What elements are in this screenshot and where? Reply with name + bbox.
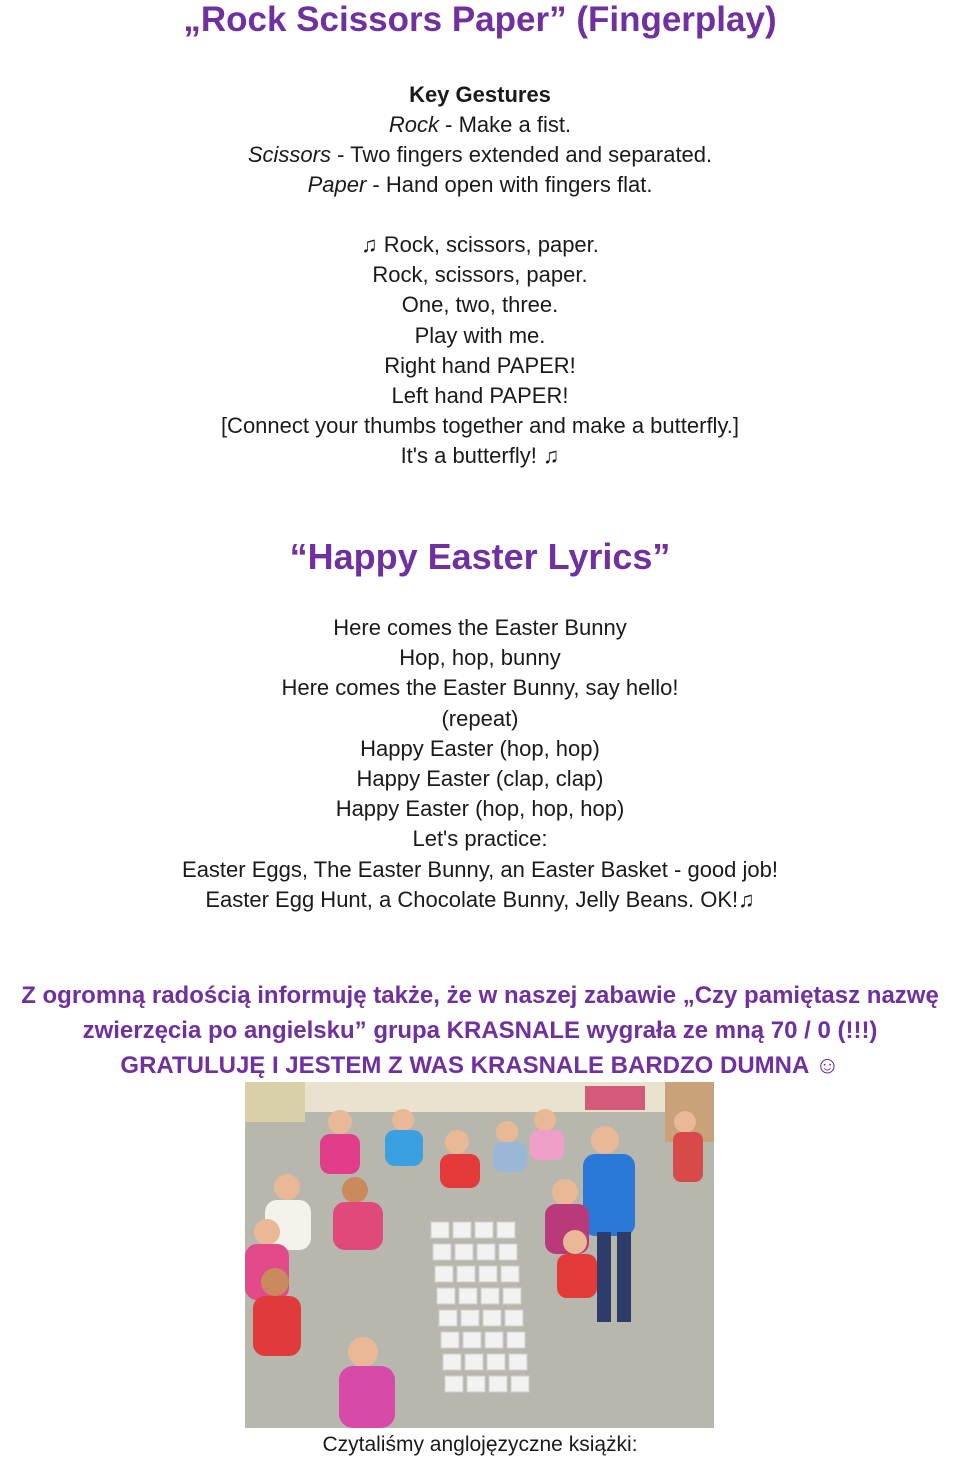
lyric-line: One, two, three. [401, 292, 559, 318]
lyric-line: Happy Easter (hop, hop, hop) [335, 796, 625, 822]
lyric-line: Here comes the Easter Bunny [333, 615, 627, 640]
lyric-line: Easter Egg Hunt, a Chocolate Bunny, Jelly Beans. OK!♫ [205, 886, 755, 912]
announcement-line: Z ogromną radością informuję także, że w naszej zabawie „Czy pamiętasz nazwę [21, 982, 939, 1009]
rock-scissors-title: „Rock Scissors Paper” (Fingerplay) [183, 0, 777, 39]
lyric-line: Hop, hop, bunny [399, 645, 561, 671]
gesture-rock: Rock - Make a fist. [388, 112, 572, 137]
lyric-line: Here comes the Easter Bunny, say hello! [281, 675, 679, 701]
lyric-line: Rock, scissors, paper. [372, 262, 588, 288]
lyric-line: ♫ Rock, scissors, paper. [361, 232, 599, 257]
happy-easter-title: “Happy Easter Lyrics” [289, 536, 671, 577]
lyric-line: Left hand PAPER! [391, 383, 569, 409]
lyric-line: It's a butterfly! ♫ [400, 443, 560, 469]
lyric-line: [Connect your thumbs together and make a butterfly.] [220, 413, 740, 439]
happy-easter-lyrics [0, 613, 960, 915]
classroom-photo [245, 1082, 714, 1428]
announcement-line: zwierzęcia po angielsku” grupa KRASNALE wygrała ze mną 70 / 0 (!!!) [82, 1017, 878, 1044]
lyric-line: Right hand PAPER! [384, 352, 576, 378]
lyric-line: Let's practice: [412, 826, 548, 852]
lyric-line: Happy Easter (hop, hop) [360, 735, 600, 761]
lyric-line: Play with me. [414, 322, 546, 348]
rock-scissors-lyrics [0, 230, 960, 472]
key-gestures-heading: Key Gestures [409, 82, 551, 107]
announcement-line: GRATULUJĘ I JESTEM Z WAS KRASNALE BARDZO DUMNA ☺ [120, 1052, 840, 1079]
announcement [0, 978, 960, 1083]
key-gestures-block [0, 80, 960, 200]
lyric-line: Happy Easter (clap, clap) [356, 766, 604, 792]
lyric-line: Easter Eggs, The Easter Bunny, an Easter Basket - good job! [182, 856, 778, 882]
gesture-paper: Paper - Hand open with fingers flat. [307, 172, 653, 197]
gesture-scissors: Scissors - Two fingers extended and separated. [247, 142, 713, 167]
lyric-line: (repeat) [441, 705, 519, 731]
caption: Czytaliśmy anglojęzyczne książki: [322, 1433, 638, 1456]
